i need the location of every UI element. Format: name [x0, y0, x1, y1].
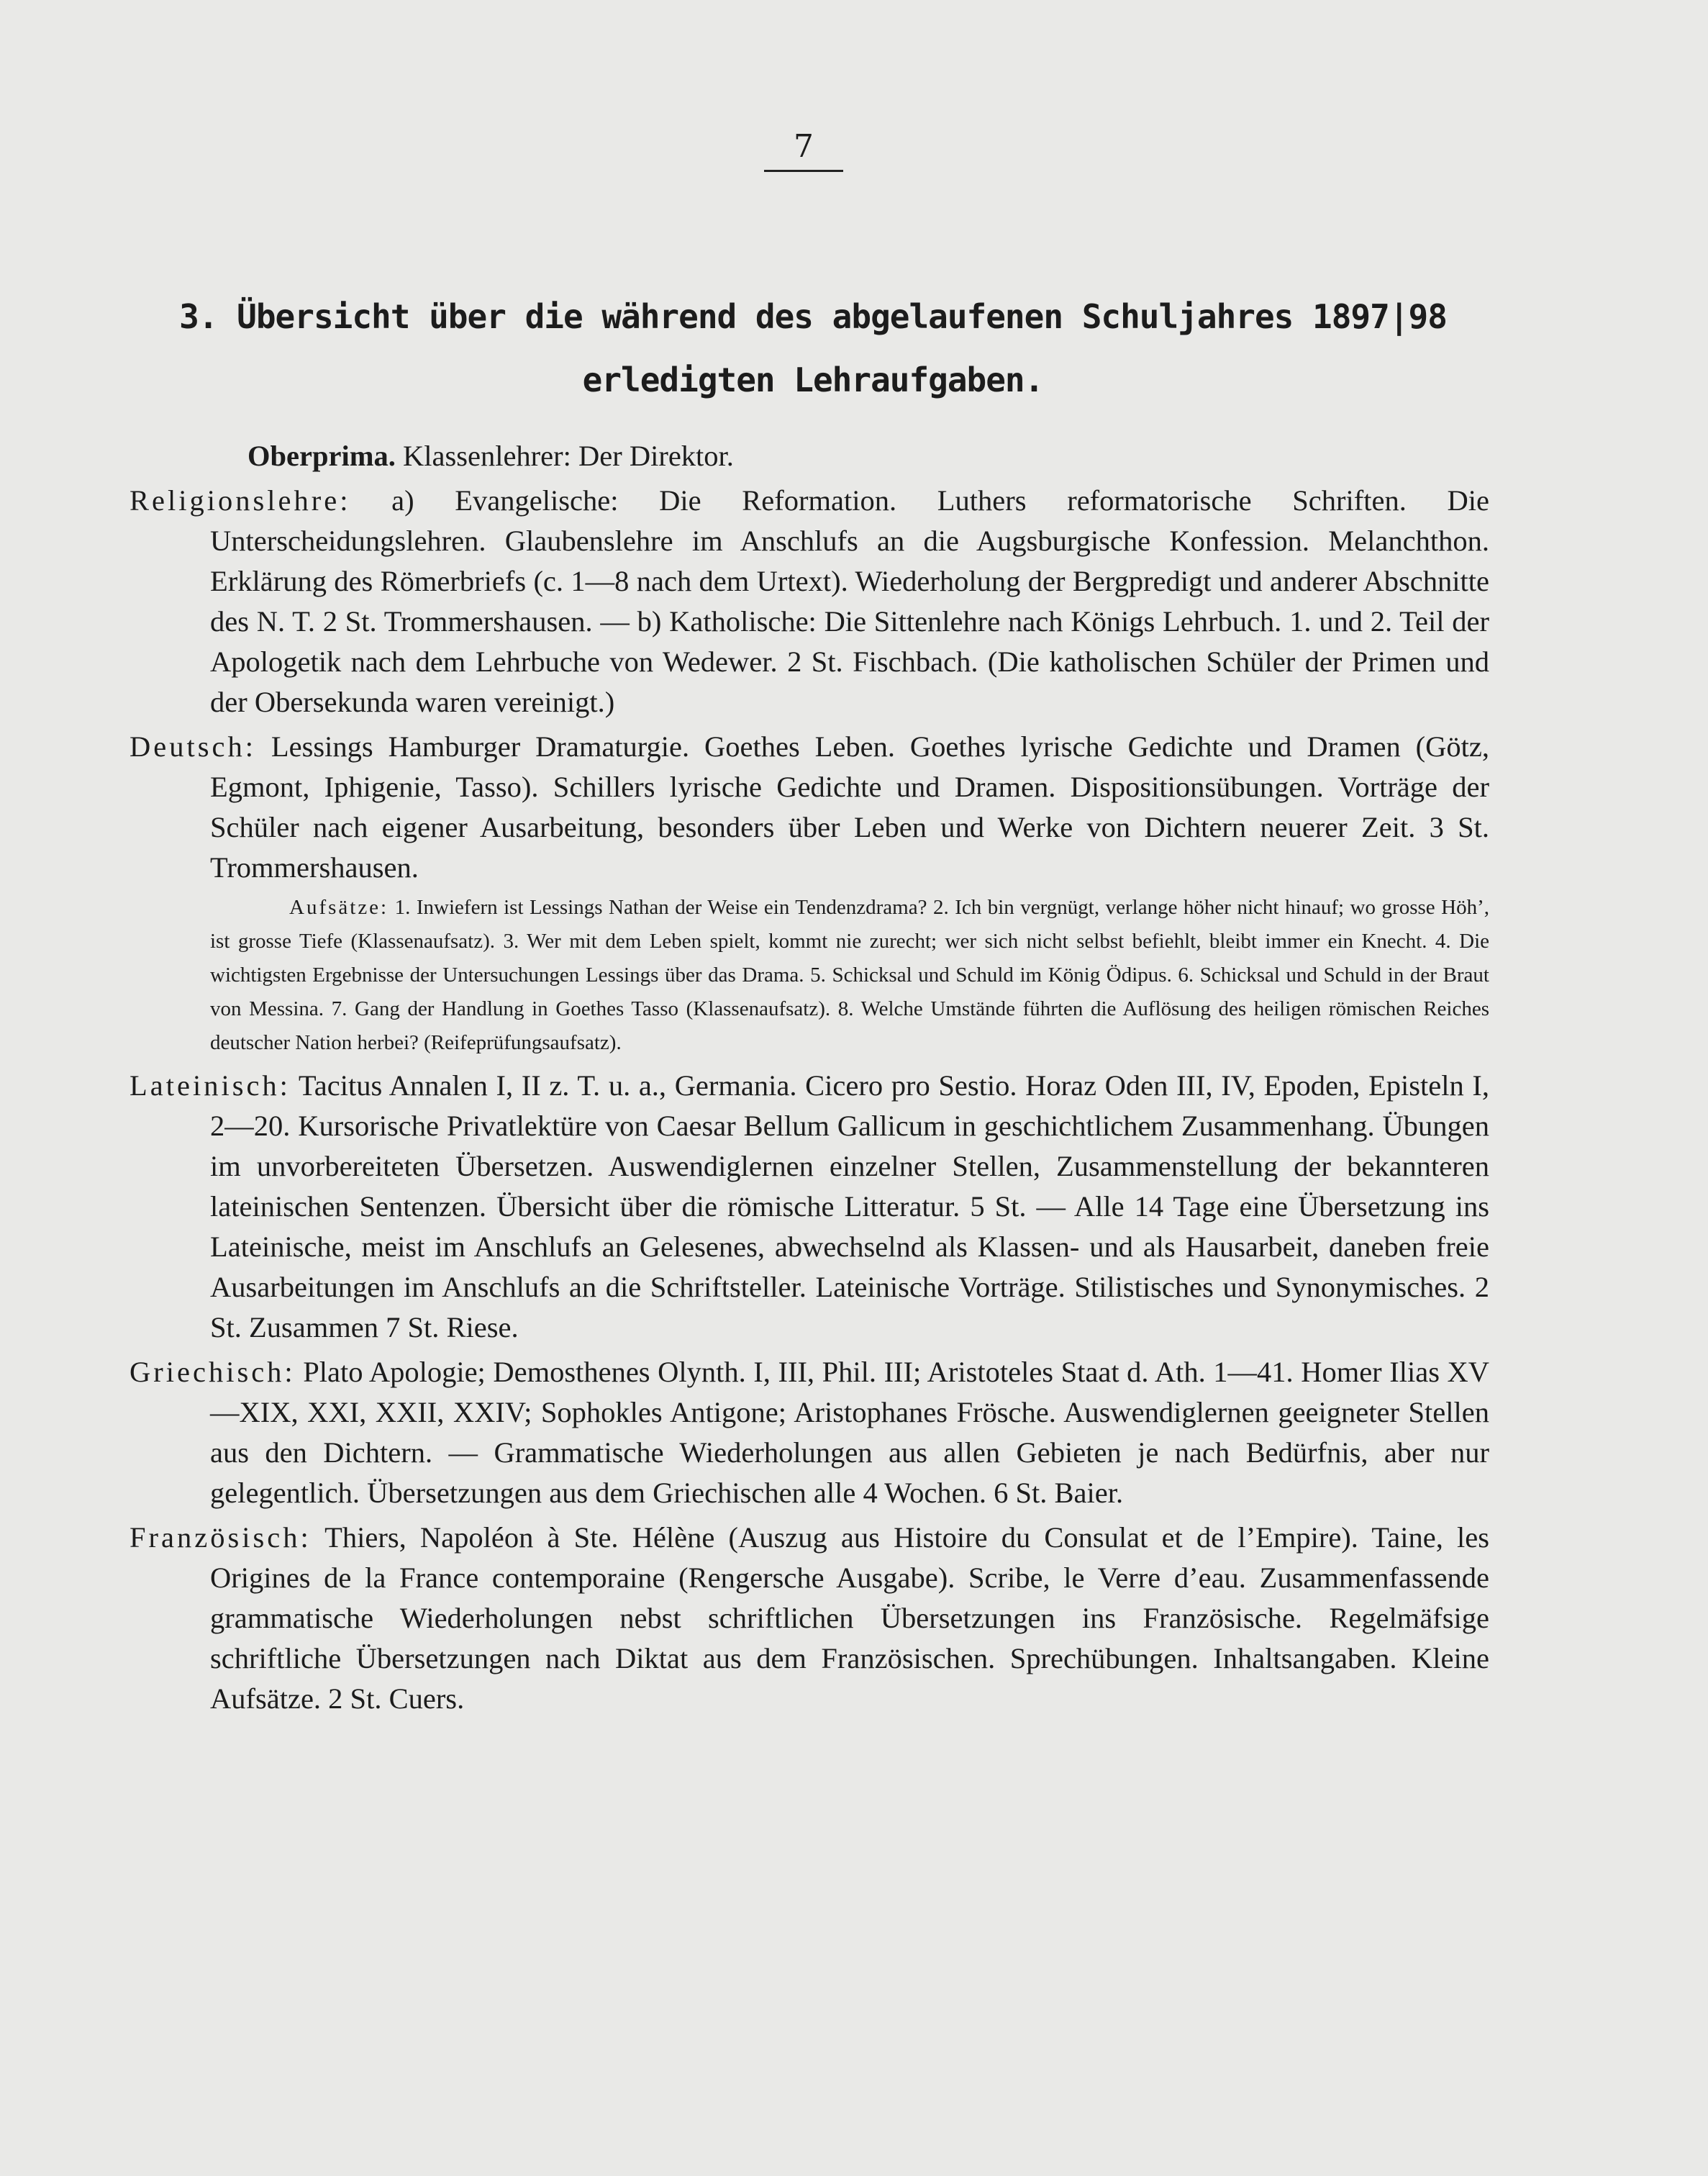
- subject-religion: [130, 481, 1489, 722]
- subject-text: Thiers, Napoléon à Ste. Hélène (Auszug aus Histoire du Consulat et de l’Empire). Taine, les Origines de la France contemporaine (Rengersche Ausgabe). Scribe, le Verre d’eau. Zusammenfassende grammatische Wiederholungen nebst schriftlichen Übersetzungen ins Französische. Regelmäfsige schriftliche Übersetzungen nach Diktat aus dem Französischen. Sprechübungen. Inhaltsangaben. Kleine Aufsätze. 2 St. Cuers.: [210, 1521, 1489, 1715]
- subject-latein: [130, 1066, 1489, 1348]
- class-name: Oberprima.: [247, 440, 396, 472]
- subject-griechisch: [130, 1352, 1489, 1513]
- subject-text: a) Evangelische: Die Reformation. Luthers reformatorische Schriften. Die Unterscheidungslehren. Glaubenslehre im Anschlufs an die Augsburgische Konfession. Melanchthon. Erklärung des Römerbriefs (c. 1—8 nach dem Urtext). Wiederholung der Bergpredigt und anderer Abschnitte des N. T. 2 St. Trommershausen. — b) Katholische: Die Sittenlehre nach Königs Lehrbuch. 1. und 2. Teil der Apologetik nach dem Lehrbuche von Wedewer. 2 St. Fischbach. (Die katholischen Schüler der Primen und der Obersekunda waren vereinigt.): [210, 484, 1489, 718]
- subject-label: Religionslehre:: [130, 484, 351, 517]
- class-teacher: Der Direktor.: [578, 440, 734, 472]
- heading-line-1: 3. Übersicht über die während des abgelaufenen Schuljahres 1897|98: [179, 297, 1447, 336]
- aufsaetze-text: 1. Inwiefern ist Lessings Nathan der Weise ein Tendenzdrama? 2. Ich bin vergnügt, verlange höher nicht hinauf; wo grosse Höh’, ist grosse Tiefe (Klassenaufsatz). 3. Wer mit dem Leben spielt, kommt nie zurecht; wer sich nicht selbst befiehlt, bleibt immer ein Knecht. 4. Die wichtigsten Ergebnisse der Untersuchungen Lessings über das Drama. 5. Schicksal und Schuld im König Ödipus. 6. Schicksal und Schuld in der Braut von Messina. 7. Gang der Handlung in Goethes Tasso (Klassenaufsatz). 8. Welche Umstände führten die Auflösung des heiligen römischen Reiches deutscher Nation herbei? (Reifeprüfungsaufsatz).: [210, 896, 1489, 1054]
- subject-text: Tacitus Annalen I, II z. T. u. a., Germania. Cicero pro Sestio. Horaz Oden III, IV, Epoden, Episteln I, 2—20. Kursorische Privatlektüre von Caesar Bellum Gallicum in geschichtlichem Zusammenhang. Übungen im unvorbereiteten Übersetzen. Auswendiglernen einzelner Stellen, Zusammenstellung der bekannteren lateinischen Sentenzen. Übersicht über die römische Litteratur. 5 St. — Alle 14 Tage eine Übersetzung ins Lateinische, meist im Anschlufs an Gelesenes, abwechselnd als Klassen- und als Hausarbeit, daneben freie Ausarbeitungen im Anschlufs an die Schriftsteller. Lateinische Vorträge. Stilistisches und Synonymisches. 2 St. Zusammen 7 St. Riese.: [210, 1069, 1489, 1343]
- subject-text: Lessings Hamburger Dramaturgie. Goethes Leben. Goethes lyrische Gedichte und Dramen (Götz, Egmont, Iphigenie, Tasso). Schillers lyrische Gedichte und Dramen. Dispositionsübungen. Vorträge der Schüler nach eigener Ausarbeitung, besonders über Leben und Werke von Dichtern neuerer Zeit. 3 St. Trommershausen.: [210, 730, 1489, 884]
- subject-deutsch: [130, 727, 1489, 888]
- aufsaetze-label: Aufsätze:: [289, 896, 389, 919]
- section-heading: [144, 285, 1482, 412]
- heading-line-2: erledigten Lehraufgaben.: [582, 361, 1044, 399]
- deutsch-aufsaetze: [130, 891, 1489, 1060]
- subject-label: Französisch:: [130, 1521, 312, 1554]
- subject-franzoesisch: [130, 1518, 1489, 1719]
- page-content: [130, 436, 1489, 1722]
- subject-label: Deutsch:: [130, 730, 256, 763]
- teacher-label: Klassenlehrer:: [402, 440, 571, 472]
- class-header: [130, 436, 1489, 476]
- subject-text: Plato Apologie; Demosthenes Olynth. I, III, Phil. III; Aristoteles Staat d. Ath. 1—41. Homer Ilias XV—XIX, XXI, XXII, XXIV; Sophokles Antigone; Aristophanes Frösche. Auswendiglernen geeigneter Stellen aus den Dichtern. — Grammatische Wiederholungen aus allen Gebieten je nach Bedürfnis, aber nur gelegentlich. Übersetzungen aus dem Griechischen alle 4 Wochen. 6 St. Baier.: [210, 1356, 1490, 1509]
- subject-label: Lateinisch:: [130, 1069, 291, 1102]
- page-number: 7: [764, 128, 843, 172]
- subject-label: Griechisch:: [130, 1356, 296, 1388]
